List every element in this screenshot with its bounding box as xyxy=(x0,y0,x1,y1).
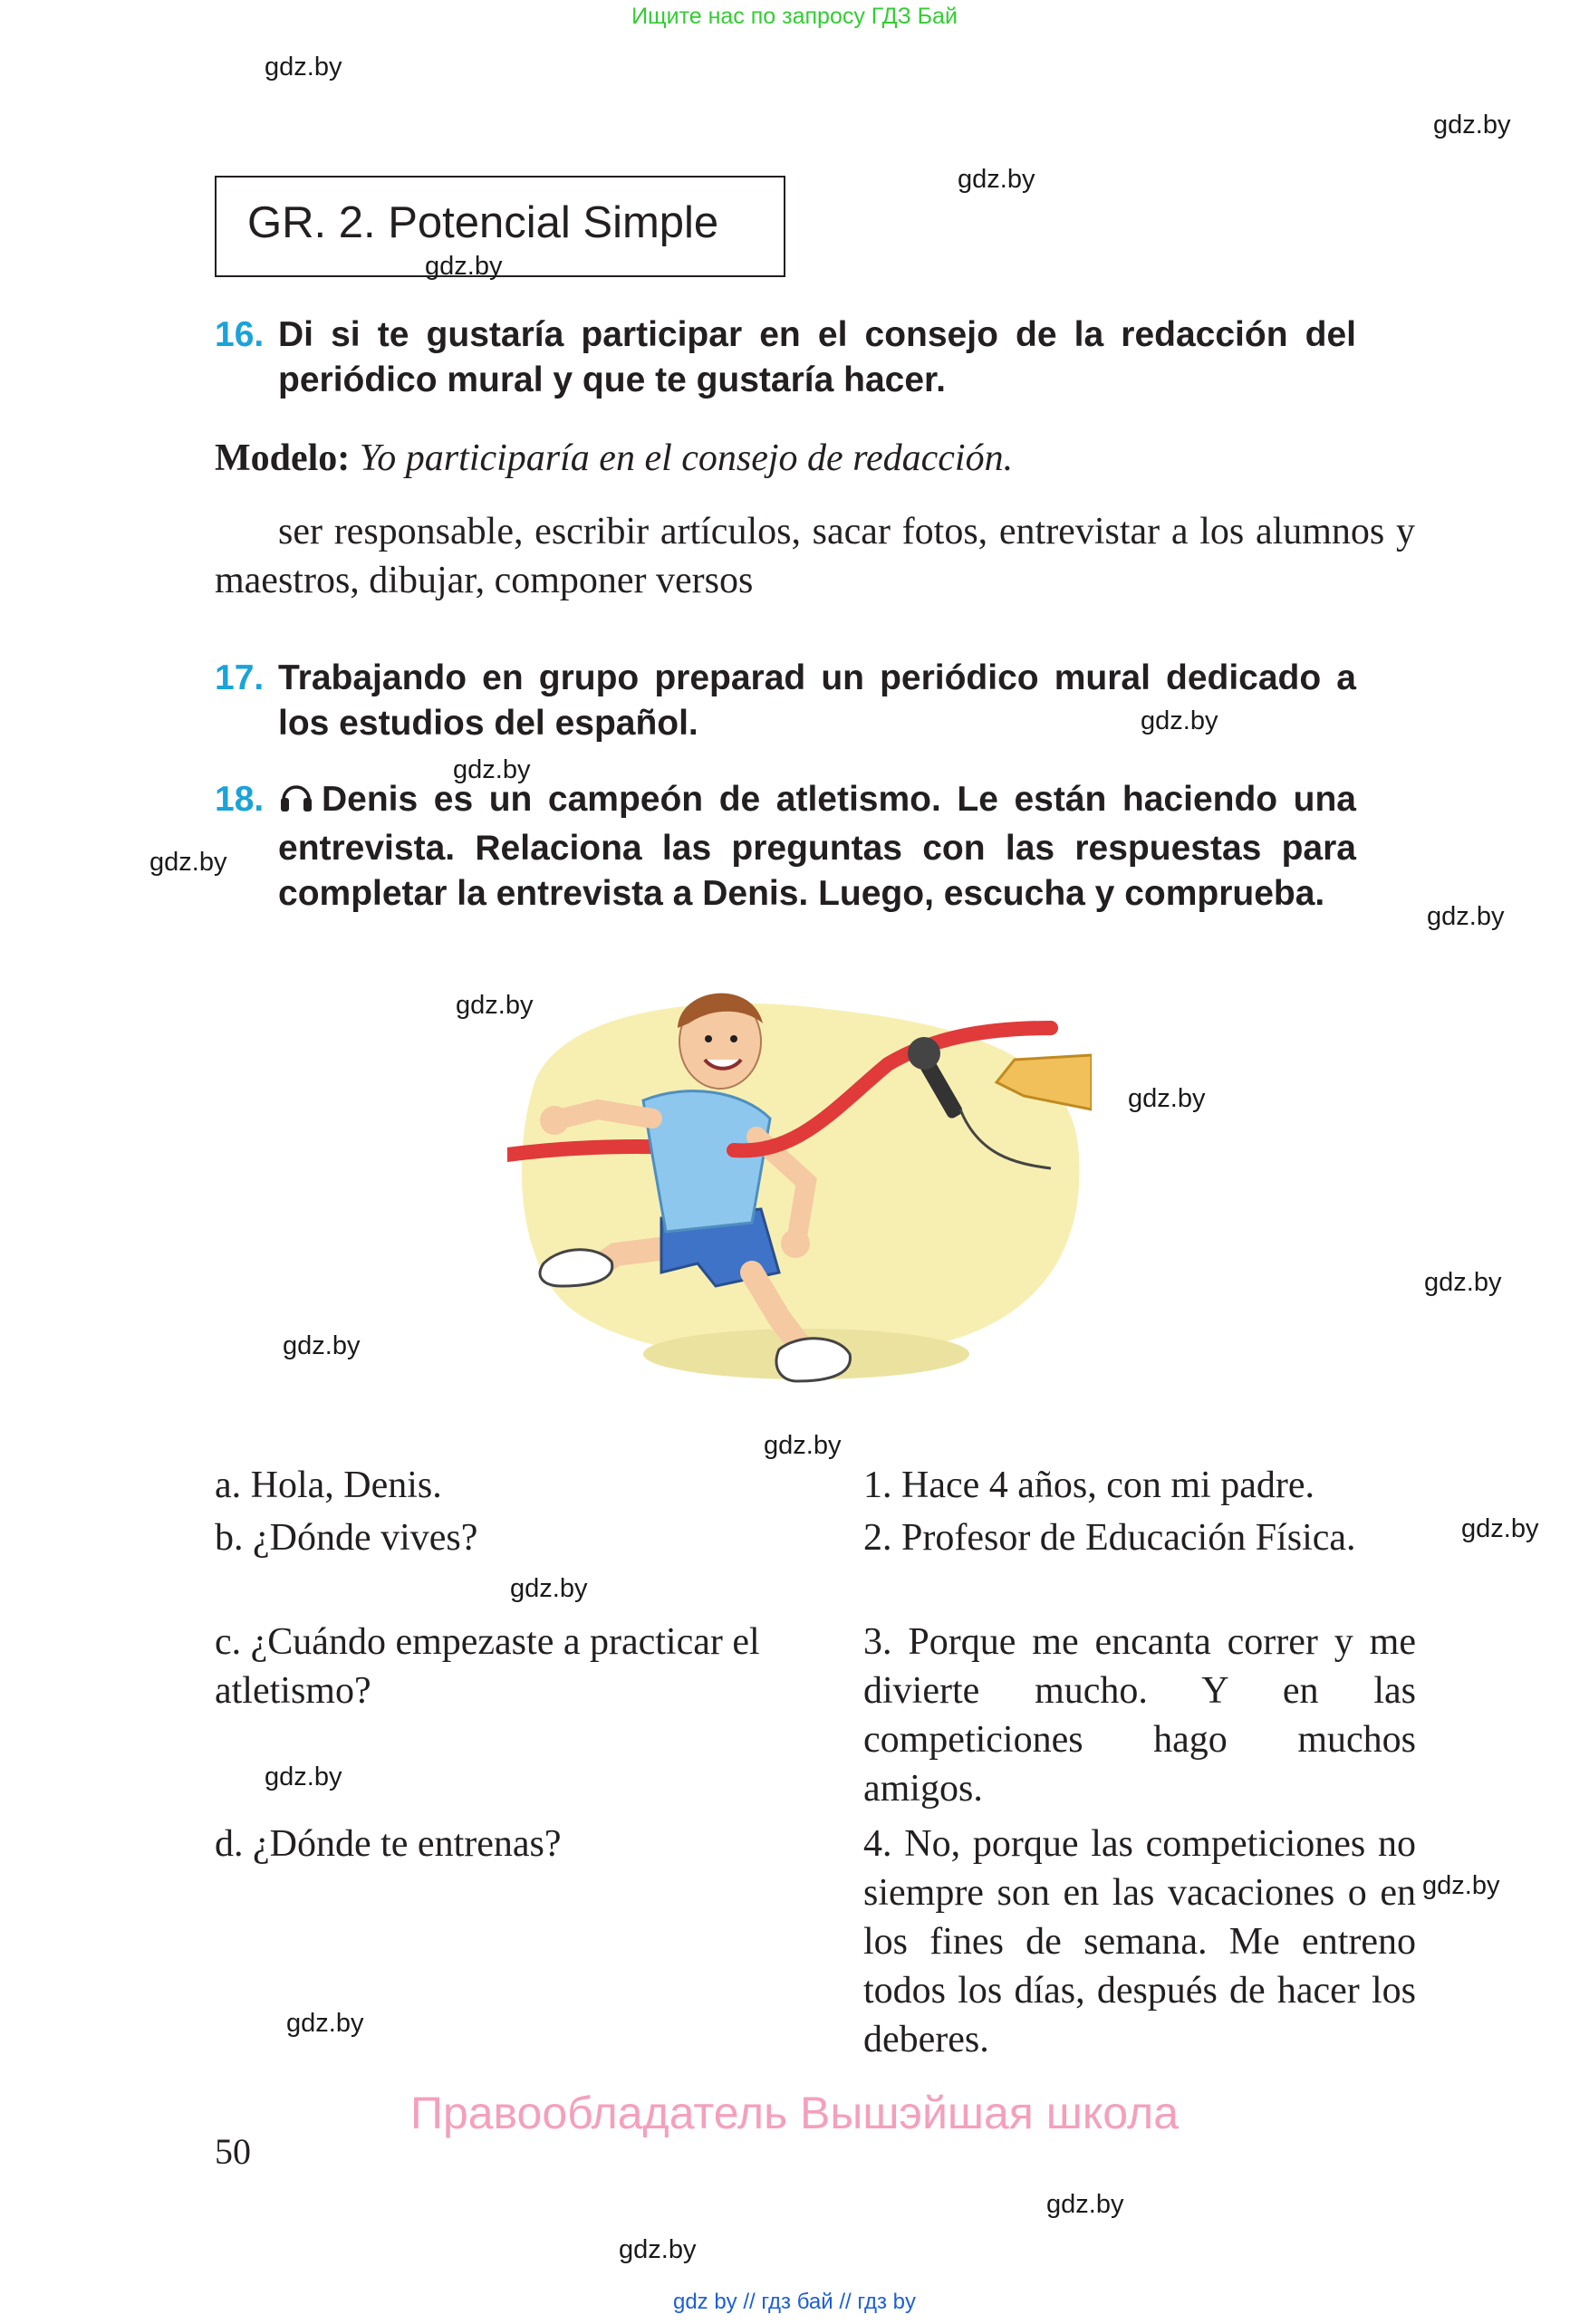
watermark: gdz.by xyxy=(149,848,227,877)
watermark: gdz.by xyxy=(456,991,534,1020)
exercise-18 xyxy=(215,777,1420,922)
watermark: gdz.by xyxy=(1128,1084,1206,1113)
copyright-notice: Правообладатель Вышэйшая школа xyxy=(410,2088,1179,2138)
model-label: Modelo: xyxy=(215,437,351,479)
answer-item: 2. Profesor de Educación Física. xyxy=(863,1517,1356,1559)
answer-item: 3. Porque me encanta correr y me divierte mucho. Y en las competiciones hago muchos amigos. xyxy=(863,1621,1416,1810)
exercise-instruction: Trabajando en grupo preparad un periódico mural dedicado a los estudios del español. xyxy=(278,658,1356,743)
watermark: gdz.by xyxy=(1433,110,1511,139)
question-item: c. ¿Cuándo empezaste a practicar el atletismo? xyxy=(215,1621,760,1712)
phrase-list: ser responsable, escribir artículos, sacar fotos, entrevistar a los alumnos y maestros, dibujar, componer versos xyxy=(215,511,1415,601)
exercise-number: 16. xyxy=(215,315,265,354)
model-example xyxy=(215,437,1013,480)
exercise-instruction: Di si te gustaría participar en el consejo de la redacción del periódico mural y que te gustaría hacer. xyxy=(278,315,1356,399)
watermark: gdz.by xyxy=(1427,902,1505,931)
headphones-icon[interactable] xyxy=(278,778,314,826)
runner-illustration xyxy=(507,974,1092,1408)
question-item: b. ¿Dónde vives? xyxy=(215,1517,478,1559)
watermark: gdz.by xyxy=(1461,1514,1539,1543)
exercise-number: 17. xyxy=(215,658,265,697)
watermark: gdz.by xyxy=(619,2235,697,2264)
exercise-17 xyxy=(215,656,1420,755)
watermark: gdz.by xyxy=(425,252,503,281)
watermark: gdz.by xyxy=(1424,1268,1502,1297)
model-sentence: Yo participaría en el consejo de redacción. xyxy=(359,437,1014,479)
exercise-instruction: Denis es un campeón de atletismo. Le están haciendo una entrevista. Relaciona las preguntas con las respuestas para completar la entrevista a Denis. Luego, escucha y comprueba. xyxy=(278,780,1356,913)
watermark: gdz.by xyxy=(1046,2190,1124,2219)
section-heading-box xyxy=(215,176,785,281)
watermark: gdz.by xyxy=(265,1762,342,1791)
section-title: GR. 2. Potencial Simple xyxy=(247,198,719,247)
exercise-16 xyxy=(215,312,1420,412)
watermark: gdz.by xyxy=(265,53,342,82)
answer-item: 4. No, porque las competiciones no siempre son en las vacaciones o en los fines de semana. Me entreno todos los días, después de hacer los deberes. xyxy=(863,1823,1416,2060)
exercise-instruction-wrap xyxy=(278,777,1356,917)
question-item: a. Hola, Denis. xyxy=(215,1465,442,1506)
watermark: gdz.by xyxy=(286,2009,364,2038)
watermark: gdz.by xyxy=(958,165,1035,194)
footer-links[interactable]: gdz by // гдз бай // гдз by xyxy=(672,2290,917,2314)
top-banner[interactable]: Ищите нас по запросу ГДЗ Бай xyxy=(631,4,958,29)
exercise-number: 18. xyxy=(215,780,265,819)
watermark: gdz.by xyxy=(453,755,531,784)
watermark: gdz.by xyxy=(283,1331,361,1360)
watermark: gdz.by xyxy=(510,1574,588,1603)
watermark: gdz.by xyxy=(1422,1871,1500,1900)
watermark: gdz.by xyxy=(764,1431,842,1460)
watermark: gdz.by xyxy=(1141,706,1218,735)
answer-item: 1. Hace 4 años, con mi padre. xyxy=(863,1465,1315,1506)
question-item: d. ¿Dónde te entrenas? xyxy=(215,1823,562,1865)
page-number: 50 xyxy=(215,2131,251,2172)
